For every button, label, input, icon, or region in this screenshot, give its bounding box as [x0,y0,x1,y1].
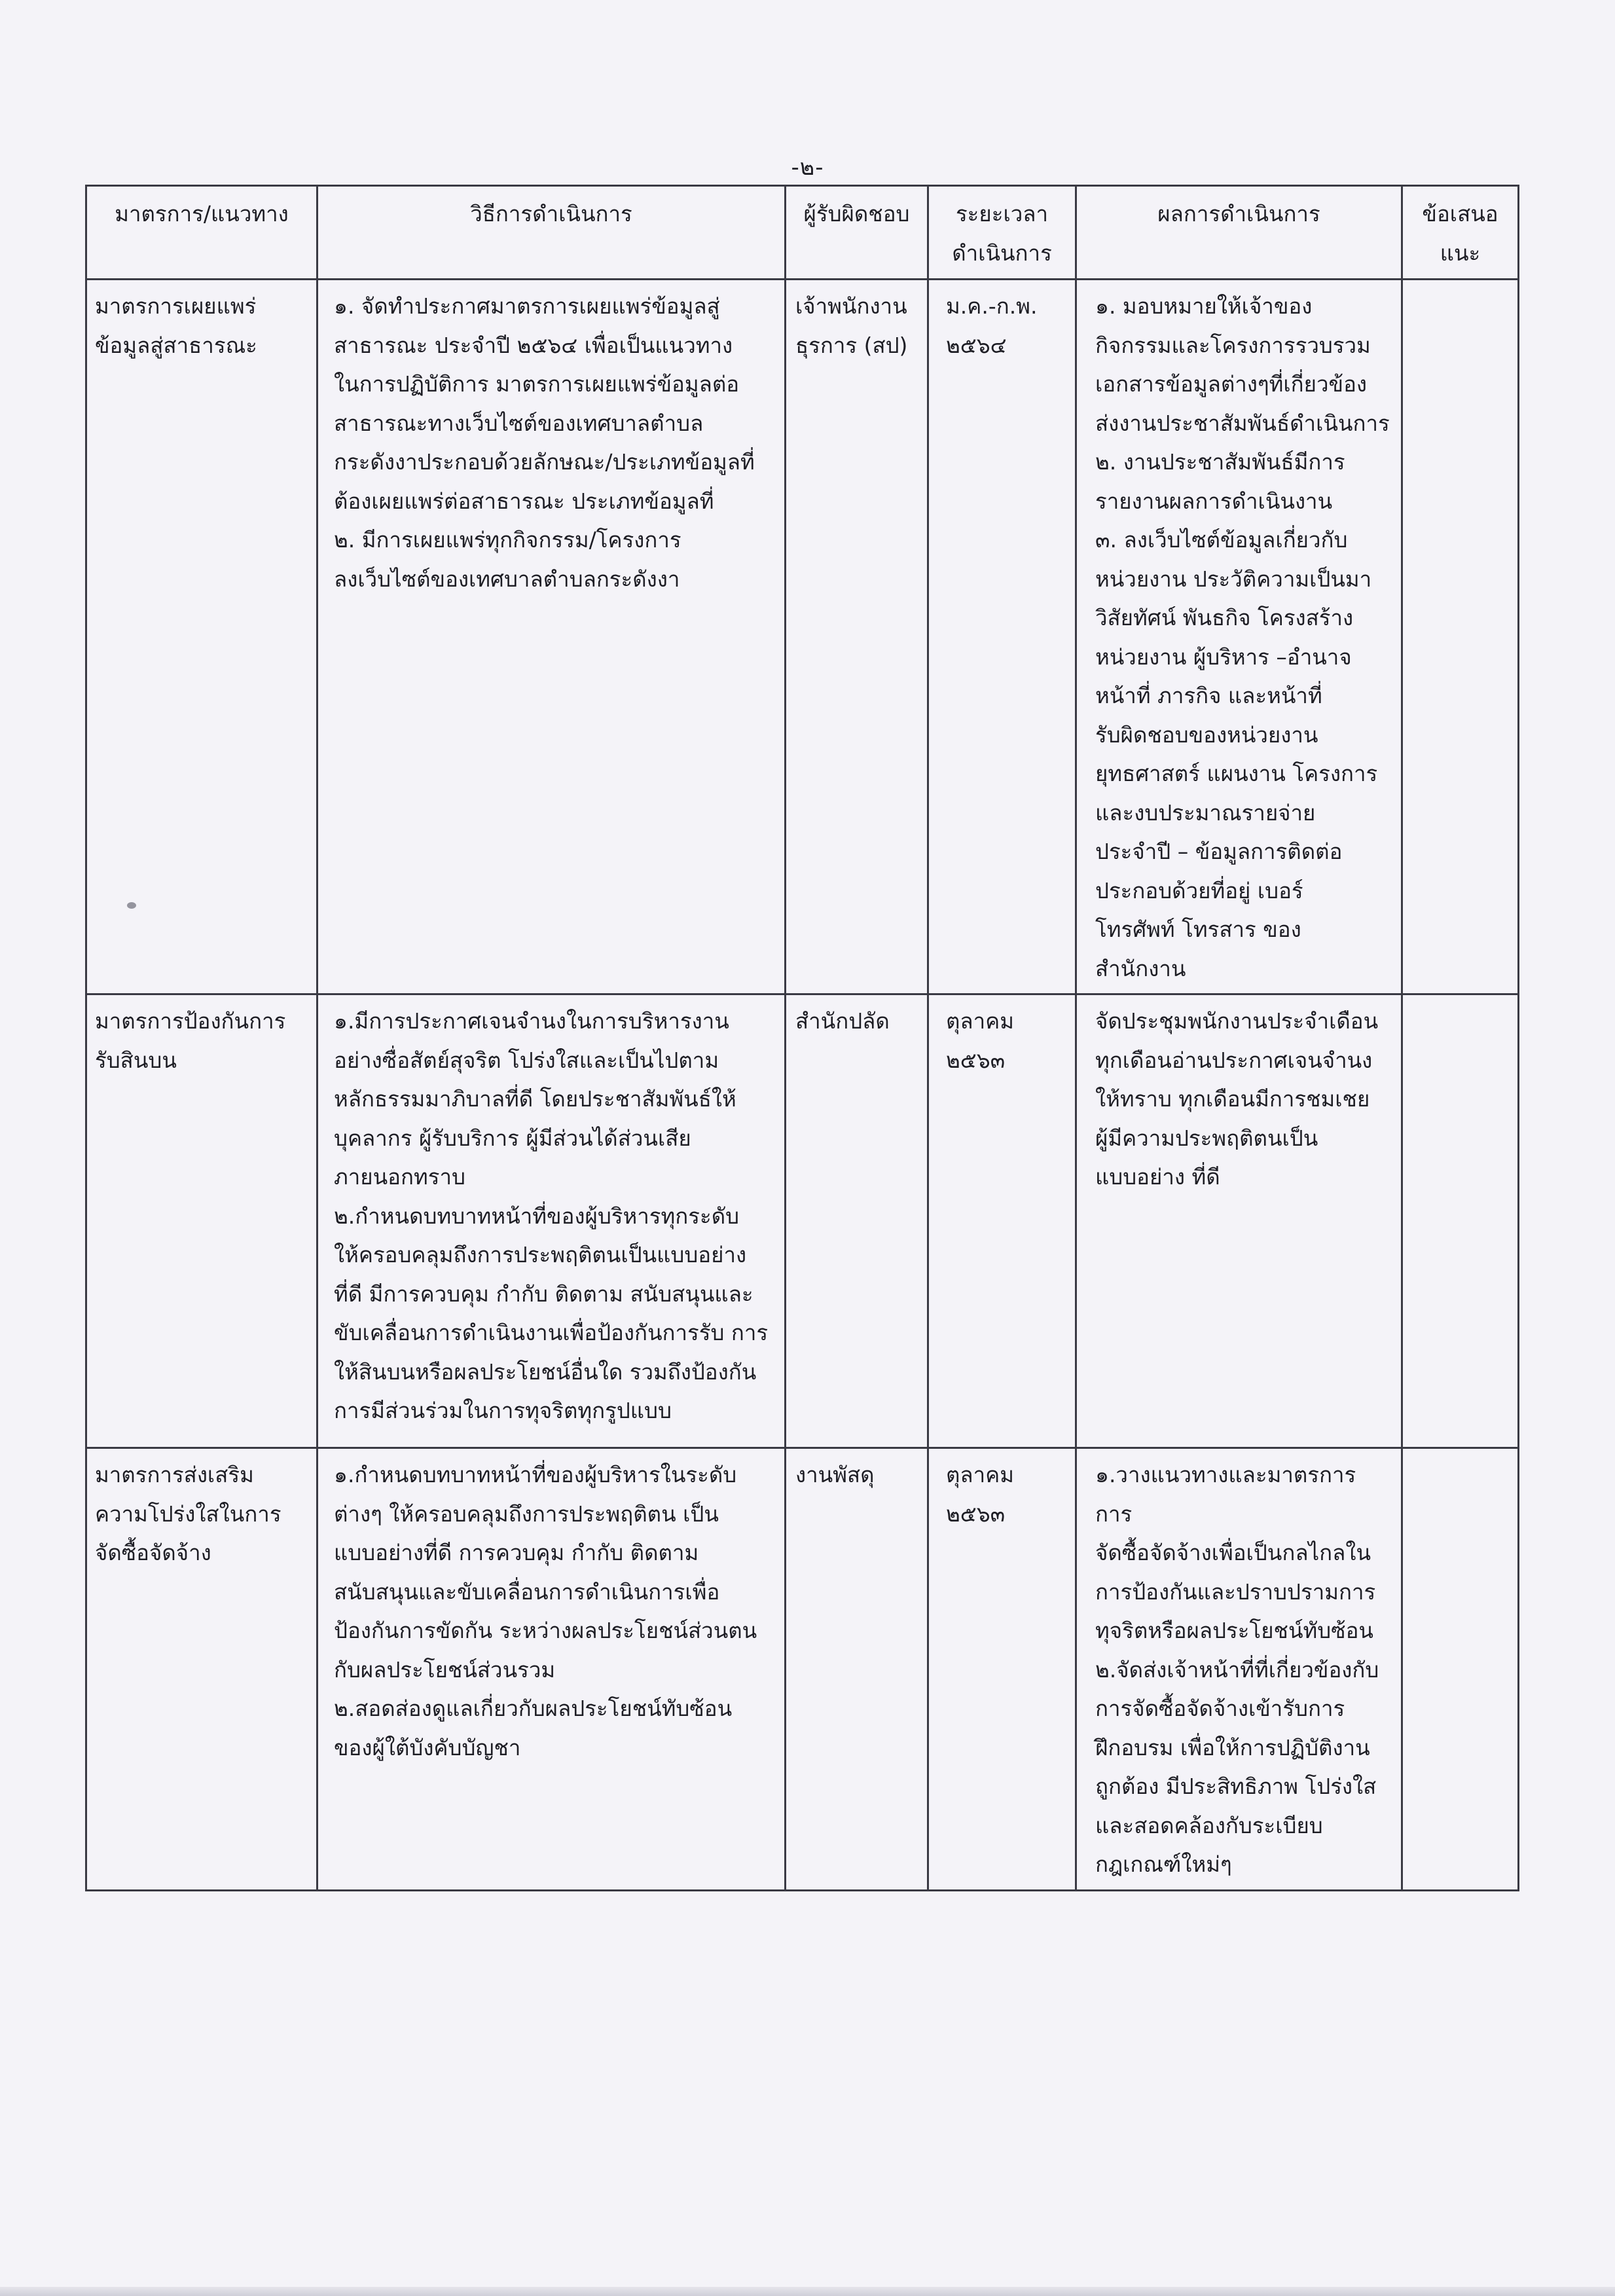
table-row [86,280,1519,994]
cell-measure: มาตรการป้องกันการ รับสินบน [86,994,318,1448]
cell-period: ตุลาคม ๒๕๖๓ [928,1448,1076,1891]
cell-period: ม.ค.-ก.พ. ๒๕๖๔ [928,280,1076,994]
cell-method: ๑.กำหนดบทบาทหน้าที่ของผู้บริหารในระดับ ต่างๆ ให้ครอบคลุมถึงการประพฤติตน เป็น แบบอย่างที่ดี การควบคุม กำกับ ติดตาม สนับสนุนและขับเคลื่อนการดำเนินการเพื่อ ป้องกันการขัดกัน ระหว่างผลประโยชน์ส่วนตน กับผลประโยชน์ส่วนรวม ๒.สอดส่องดูแลเกี่ยวกับผลประโยชน์ทับซ้อน ของผู้ใต้บังคับบัญชา [318,1448,786,1891]
cell-suggestion [1402,1448,1519,1891]
cell-method: ๑. จัดทำประกาศมาตรการเผยแพร่ข้อมูลสู่ สาธารณะ ประจำปี ๒๕๖๔ เพื่อเป็นแนวทาง ในการปฏิบัติการ มาตรการเผยแพร่ข้อมูลต่อ สาธารณะทางเว็บไซต์ของเทศบาลตำบล กระดังงาประกอบด้วยลักษณะ/ประเภทข้อมูลที่ ต้องเผยแพร่ต่อสาธารณะ ประเภทข้อมูลที่ ๒. มีการเผยแพร่ทุกกิจกรรม/โครงการ ลงเว็บไซต์ของเทศบาลตำบลกระดังงา [318,280,786,994]
cell-responsible: งานพัสดุ [786,1448,928,1891]
cell-responsible: เจ้าพนักงาน ธุรการ (สป) [786,280,928,994]
header-method: วิธีการดำเนินการ [318,186,786,280]
cell-measure: มาตรการเผยแพร่ ข้อมูลสู่สาธารณะ [86,280,318,994]
table-row [86,994,1519,1448]
table-row [86,1448,1519,1891]
header-period: ระยะเวลา ดำเนินการ [928,186,1076,280]
scan-speck [127,902,136,909]
cell-measure: มาตรการส่งเสริม ความโปร่งใสในการ จัดซื้อจัดจ้าง [86,1448,318,1891]
cell-method: ๑.มีการประกาศเจนจำนงในการบริหารงาน อย่างซื่อสัตย์สุจริต โปร่งใสและเป็นไปตาม หลักธรรมมาภิบาลที่ดี โดยประชาสัมพันธ์ให้ บุคลากร ผู้รับบริการ ผู้มีส่วนได้ส่วนเสีย ภายนอกทราบ ๒.กำหนดบทบาทหน้าที่ของผู้บริหารทุกระดับ ให้ครอบคลุมถึงการประพฤติตนเป็นแบบอย่าง ที่ดี มีการควบคุม กำกับ ติดตาม สนับสนุนและ ขับเคลื่อนการดำเนินงานเพื่อป้องกันการรับ การ ให้สินบนหรือผลประโยชน์อื่นใด รวมถึงป้องกัน การมีส่วนร่วมในการทุจริตทุกรูปแบบ [318,994,786,1448]
page-number: -๒- [791,155,824,181]
header-suggestion: ข้อเสนอ แนะ [1402,186,1519,280]
measures-table [85,185,1519,1891]
header-measure: มาตรการ/แนวทาง [86,186,318,280]
cell-result: ๑. มอบหมายให้เจ้าของ กิจกรรมและโครงการรวบรวม เอกสารข้อมูลต่างๆที่เกี่ยวข้อง ส่งงานประชาสัมพันธ์ดำเนินการ ๒. งานประชาสัมพันธ์มีการ รายงานผลการดำเนินงาน ๓. ลงเว็บไซต์ข้อมูลเกี่ยวกับ หน่วยงาน ประวัติความเป็นมา วิสัยทัศน์ พันธกิจ โครงสร้าง หน่วยงาน ผู้บริหาร –อำนาจ หน้าที่ ภารกิจ และหน้าที่ รับผิดชอบของหน่วยงาน ยุทธศาสตร์ แผนงาน โครงการ และงบประมาณรายจ่าย ประจำปี – ข้อมูลการติดต่อ ประกอบด้วยที่อยู่ เบอร์ โทรศัพท์ โทรสาร ของสำนักงาน [1076,280,1402,994]
cell-suggestion [1402,994,1519,1448]
header-responsible: ผู้รับผิดชอบ [786,186,928,280]
scan-edge [0,2287,1615,2296]
cell-responsible: สำนักปลัด [786,994,928,1448]
header-result: ผลการดำเนินการ [1076,186,1402,280]
table-header-row [86,186,1519,280]
cell-result: ๑.วางแนวทางและมาตรการการ จัดซื้อจัดจ้างเพื่อเป็นกลไกลใน การป้องกันและปราบปรามการ ทุจริตหรือผลประโยชน์ทับซ้อน ๒.จัดส่งเจ้าหน้าที่ที่เกี่ยวข้องกับ การจัดซื้อจัดจ้างเข้ารับการ ฝึกอบรม เพื่อให้การปฏิบัติงาน ถูกต้อง มีประสิทธิภาพ โปร่งใส และสอดคล้องกับระเบียบ กฎเกณฑ์ใหม่ๆ [1076,1448,1402,1891]
cell-period: ตุลาคม ๒๕๖๓ [928,994,1076,1448]
cell-suggestion [1402,280,1519,994]
cell-result: จัดประชุมพนักงานประจำเดือน ทุกเดือนอ่านประกาศเจนจำนง ให้ทราบ ทุกเดือนมีการชมเชย ผู้มีความประพฤติตนเป็น แบบอย่าง ที่ดี [1076,994,1402,1448]
